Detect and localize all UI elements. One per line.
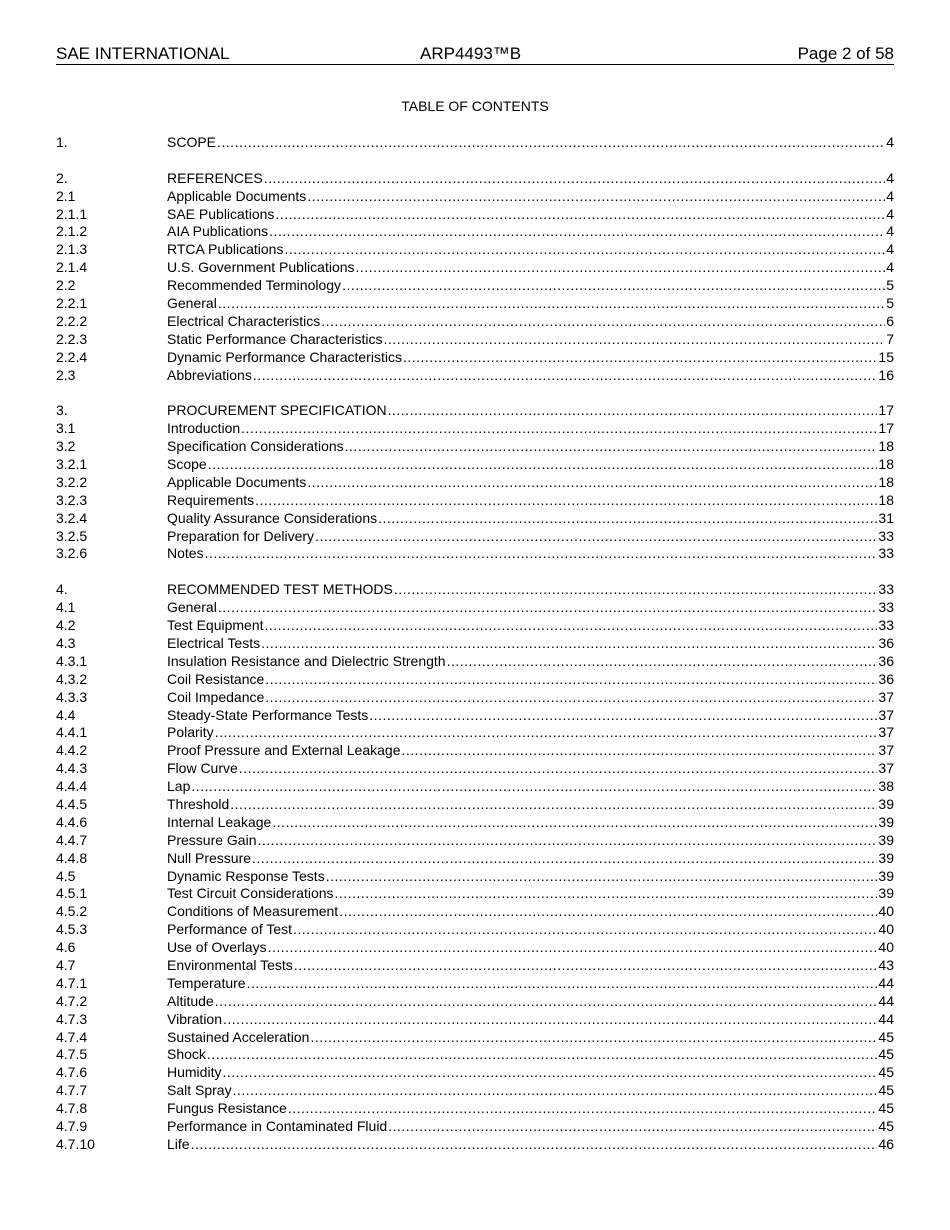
- toc-entry-title[interactable]: Requirements: [167, 491, 255, 508]
- toc-entry-title[interactable]: Coil Impedance: [167, 688, 265, 705]
- toc-entry-number: 3.2.1: [56, 456, 88, 473]
- page-header: [56, 44, 894, 65]
- toc-entry-number: 4.7.9: [56, 1117, 88, 1134]
- toc-entry-page: 40: [878, 921, 894, 938]
- toc-entry-page: 37: [878, 724, 894, 741]
- toc-dot-leader: [269, 223, 885, 241]
- toc-entry[interactable]: [56, 921, 894, 939]
- toc-entry-number: 2.1: [56, 187, 76, 204]
- toc-entry-page: 39: [878, 885, 894, 902]
- toc-dot-leader: [310, 1029, 877, 1047]
- toc-dot-leader: [326, 868, 878, 886]
- toc-entry-title[interactable]: Sustained Acceleration: [167, 1028, 310, 1045]
- toc-entry[interactable]: [56, 671, 894, 689]
- toc-entry[interactable]: [56, 206, 894, 224]
- toc-entry-number: 4.5.1: [56, 885, 88, 902]
- toc-dot-leader: [241, 420, 877, 438]
- toc-entry[interactable]: [56, 1046, 894, 1064]
- toc-entry-number: 3.2.3: [56, 491, 88, 508]
- toc-entry-number: 4.3: [56, 634, 76, 651]
- toc-entry-number: 4.4.2: [56, 742, 88, 759]
- toc-entry-page: 37: [878, 742, 894, 759]
- toc-dot-leader: [222, 1064, 877, 1082]
- toc-dot-leader: [315, 528, 877, 546]
- toc-entry[interactable]: [56, 134, 894, 152]
- toc-dot-leader: [191, 778, 877, 796]
- toc-entry-title[interactable]: Insulation Resistance and Dielectric Strength: [167, 652, 446, 669]
- toc-entry-page: 45: [878, 1064, 894, 1081]
- toc-entry-page: 44: [878, 992, 894, 1009]
- toc-entry-page: 4: [886, 187, 894, 204]
- toc-entry-title[interactable]: Use of Overlays: [167, 939, 267, 956]
- toc-entry-number: 4.4: [56, 706, 76, 723]
- toc-entry-page: 6: [886, 312, 894, 329]
- toc-entry-page: 5: [886, 295, 894, 312]
- toc-entry-number: 4.7.2: [56, 992, 88, 1009]
- toc-entry[interactable]: [56, 939, 894, 957]
- toc-entry-title[interactable]: Humidity: [167, 1064, 222, 1081]
- toc-entry-title[interactable]: Lap: [167, 778, 191, 795]
- toc-entry-title[interactable]: RTCA Publications: [167, 241, 284, 258]
- toc-entry[interactable]: [56, 1064, 894, 1082]
- toc-entry[interactable]: [56, 1136, 894, 1154]
- toc-entry[interactable]: [56, 617, 894, 635]
- toc-dot-leader: [205, 545, 878, 563]
- toc-entry-page: 39: [878, 795, 894, 812]
- toc-entry-title[interactable]: Introduction: [167, 420, 241, 437]
- toc-entry[interactable]: [56, 957, 894, 975]
- toc-entry-page: 36: [878, 670, 894, 687]
- toc-entry-page: 45: [878, 1046, 894, 1063]
- toc-entry-title[interactable]: Coil Resistance: [167, 670, 265, 687]
- toc-entry[interactable]: [56, 814, 894, 832]
- toc-dot-leader: [265, 617, 878, 635]
- header-page-number: Page 2 of 58: [797, 44, 894, 63]
- toc-entry-number: 4.7.10: [56, 1135, 95, 1152]
- toc-entry-number: 4.7: [56, 956, 76, 973]
- toc-entry[interactable]: [56, 438, 894, 456]
- toc-entry-number: 2.2.1: [56, 295, 88, 312]
- toc-entry[interactable]: [56, 241, 894, 259]
- toc-dot-leader: [342, 277, 885, 295]
- toc-entry-number: 4.7.8: [56, 1100, 88, 1117]
- toc-dot-leader: [288, 1100, 878, 1118]
- toc-dot-leader: [321, 313, 885, 331]
- toc-entry-page: 40: [878, 903, 894, 920]
- toc-dot-leader: [378, 510, 877, 528]
- toc-dot-leader: [268, 939, 878, 957]
- toc-dot-leader: [294, 957, 878, 975]
- toc-entry-page: 33: [878, 599, 894, 616]
- toc-entry-title[interactable]: General: [167, 295, 217, 312]
- toc-dot-leader: [335, 885, 878, 903]
- toc-entry-number: 4.1: [56, 599, 76, 616]
- toc-entry-number: 4.3.2: [56, 670, 88, 687]
- toc-entry-page: 17: [878, 402, 894, 419]
- header-organization: SAE INTERNATIONAL: [56, 44, 230, 63]
- toc-entry-title[interactable]: Null Pressure: [167, 849, 252, 866]
- toc-dot-leader: [218, 599, 878, 617]
- toc-entry-number: 2.3: [56, 366, 76, 383]
- toc-entry[interactable]: [56, 599, 894, 617]
- toc-entry-title[interactable]: Salt Spray: [167, 1082, 232, 1099]
- toc-entry-title[interactable]: U.S. Government Publications: [167, 259, 355, 276]
- toc-entry[interactable]: [56, 1118, 894, 1136]
- toc-entry-page: 33: [878, 527, 894, 544]
- toc-entry-title[interactable]: Static Performance Characteristics: [167, 330, 383, 347]
- toc-dot-leader: [388, 402, 878, 420]
- toc-dot-leader: [401, 742, 877, 760]
- toc-entry-number: 4.4.3: [56, 760, 88, 777]
- toc-entry[interactable]: [56, 1029, 894, 1047]
- toc-entry-page: 38: [878, 778, 894, 795]
- toc-dot-leader: [265, 671, 877, 689]
- toc-entry-number: 4.6: [56, 939, 76, 956]
- toc-entry-number: 2.2.4: [56, 348, 88, 365]
- toc-entry-title[interactable]: Proof Pressure and External Leakage: [167, 742, 401, 759]
- toc-entry-number: 2.2: [56, 277, 76, 294]
- toc-dot-leader: [307, 188, 885, 206]
- toc-entry-number: 4.7.3: [56, 1010, 88, 1027]
- toc-entry-page: 44: [878, 974, 894, 991]
- toc-entry-number: 1.: [56, 134, 68, 150]
- toc-entry-title[interactable]: Electrical Characteristics: [167, 312, 321, 329]
- toc-entry[interactable]: [56, 259, 894, 277]
- toc-entry-page: 4: [886, 223, 894, 240]
- toc-entry-number: 4.5: [56, 867, 76, 884]
- toc-title: TABLE OF CONTENTS: [401, 98, 549, 114]
- toc-entry-page: 39: [878, 867, 894, 884]
- toc-entry[interactable]: [56, 188, 894, 206]
- toc-entry-number: 4.5.3: [56, 921, 88, 938]
- toc-entry-number: 3.2.2: [56, 473, 88, 490]
- toc-entry[interactable]: [56, 850, 894, 868]
- toc-dot-leader: [356, 259, 886, 277]
- toc-dot-leader: [388, 1118, 877, 1136]
- toc-entry-page: 33: [878, 545, 894, 562]
- toc-entry[interactable]: [56, 420, 894, 438]
- toc-entry[interactable]: [56, 653, 894, 671]
- toc-entry[interactable]: [56, 778, 894, 796]
- toc-entry[interactable]: [56, 868, 894, 886]
- toc-entry[interactable]: [56, 1100, 894, 1118]
- toc-dot-leader: [218, 295, 885, 313]
- toc-dot-leader: [293, 921, 877, 939]
- toc-entry-number: 4.7.5: [56, 1046, 88, 1063]
- toc-entry-page: 36: [878, 652, 894, 669]
- toc-entry-title[interactable]: RECOMMENDED TEST METHODS: [167, 581, 393, 598]
- toc-dot-leader: [447, 653, 878, 671]
- toc-dot-leader: [247, 975, 878, 993]
- toc-dot-leader: [252, 850, 877, 868]
- toc-dot-leader: [403, 349, 877, 367]
- toc-entry[interactable]: [56, 492, 894, 510]
- toc-entry-number: 3.2: [56, 438, 76, 455]
- toc-entry-page: 40: [878, 939, 894, 956]
- toc-dot-leader: [239, 760, 878, 778]
- toc-entry-title[interactable]: Abbreviations: [167, 366, 252, 383]
- toc-entry[interactable]: [56, 402, 894, 420]
- toc-dot-leader: [191, 1136, 878, 1154]
- toc-entry-number: 4.4.8: [56, 849, 88, 866]
- toc-entry-page: 4: [886, 205, 894, 222]
- toc-entry-number: 2.2.2: [56, 312, 88, 329]
- toc-dot-leader: [307, 474, 877, 492]
- toc-entry-number: 4.7.7: [56, 1082, 88, 1099]
- toc-entry-page: 39: [878, 813, 894, 830]
- toc-entry[interactable]: [56, 975, 894, 993]
- toc-entry[interactable]: [56, 581, 894, 599]
- toc-entry-number: 4.: [56, 581, 68, 598]
- toc-entry-number: 3.2.4: [56, 509, 88, 526]
- toc-entry-page: 44: [878, 1010, 894, 1027]
- toc-dot-leader: [255, 492, 877, 510]
- toc-entry-number: 3.: [56, 402, 68, 419]
- toc-entry-title[interactable]: Steady-State Performance Tests: [167, 706, 369, 723]
- toc-entry-title[interactable]: Quality Assurance Considerations: [167, 509, 378, 526]
- toc-entry[interactable]: [56, 295, 894, 313]
- table-of-contents: [56, 134, 894, 1154]
- toc-entry-title[interactable]: Shock: [167, 1046, 206, 1063]
- toc-entry-title[interactable]: Performance in Contaminated Fluid: [167, 1117, 388, 1134]
- toc-entry-page: 4: [886, 241, 894, 258]
- toc-dot-leader: [217, 134, 885, 152]
- toc-entry-page: 5: [886, 277, 894, 294]
- toc-dot-leader: [223, 1011, 877, 1029]
- toc-entry-title[interactable]: Electrical Tests: [167, 634, 261, 651]
- toc-entry-title[interactable]: Flow Curve: [167, 760, 238, 777]
- toc-entry-title[interactable]: Specification Considerations: [167, 438, 344, 455]
- toc-entry-page: 15: [878, 348, 894, 365]
- toc-entry-title[interactable]: SAE Publications: [167, 205, 275, 222]
- toc-entry-title[interactable]: Vibration: [167, 1010, 223, 1027]
- toc-entry-title[interactable]: Dynamic Response Tests: [167, 867, 325, 884]
- toc-entry-title[interactable]: Scope: [167, 456, 207, 473]
- header-document-number: ARP4493™B: [420, 44, 522, 63]
- toc-entry[interactable]: [56, 832, 894, 850]
- toc-entry-title[interactable]: Test Circuit Considerations: [167, 885, 334, 902]
- toc-entry-title[interactable]: General: [167, 599, 217, 616]
- toc-entry[interactable]: [56, 474, 894, 492]
- toc-entry-number: 2.1.1: [56, 205, 88, 222]
- toc-entry-page: 4: [886, 134, 894, 150]
- toc-dot-leader: [215, 724, 878, 742]
- toc-entry[interactable]: [56, 707, 894, 725]
- toc-entry-page: 4: [886, 259, 894, 276]
- toc-entry[interactable]: [56, 367, 894, 385]
- toc-entry-page: 37: [878, 760, 894, 777]
- toc-entry-number: 4.7.6: [56, 1064, 88, 1081]
- toc-entry-title[interactable]: Applicable Documents: [167, 187, 307, 204]
- toc-entry-number: 4.4.5: [56, 795, 88, 812]
- toc-dot-leader: [284, 241, 885, 259]
- toc-entry[interactable]: [56, 993, 894, 1011]
- toc-entry-title[interactable]: AIA Publications: [167, 223, 269, 240]
- toc-entry-title[interactable]: Notes: [167, 545, 204, 562]
- toc-entry-page: 45: [878, 1117, 894, 1134]
- toc-dot-leader: [272, 814, 877, 832]
- toc-entry-number: 4.4.6: [56, 813, 88, 830]
- toc-dot-leader: [345, 438, 878, 456]
- toc-entry-title[interactable]: Polarity: [167, 724, 214, 741]
- toc-entry[interactable]: [56, 277, 894, 295]
- toc-entry-title[interactable]: Environmental Tests: [167, 956, 293, 973]
- toc-entry-number: 4.3.3: [56, 688, 88, 705]
- toc-entry-number: 4.4.1: [56, 724, 88, 741]
- toc-dot-leader: [261, 635, 877, 653]
- toc-entry-page: 16: [878, 366, 894, 383]
- toc-dot-leader: [257, 832, 877, 850]
- toc-entry-page: 4: [886, 169, 894, 186]
- toc-entry-title[interactable]: Applicable Documents: [167, 473, 307, 490]
- toc-dot-leader: [208, 456, 878, 474]
- toc-entry[interactable]: [56, 1011, 894, 1029]
- toc-entry[interactable]: [56, 528, 894, 546]
- toc-entry-page: 33: [878, 581, 894, 598]
- toc-dot-leader: [265, 689, 877, 707]
- toc-dot-leader: [275, 206, 885, 224]
- toc-entry-title[interactable]: Test Equipment: [167, 617, 264, 634]
- toc-entry-page: 45: [878, 1082, 894, 1099]
- toc-entry[interactable]: [56, 796, 894, 814]
- toc-dot-leader: [215, 993, 878, 1011]
- toc-entry[interactable]: [56, 456, 894, 474]
- toc-entry-page: 18: [878, 473, 894, 490]
- toc-entry-number: 2.1.2: [56, 223, 88, 240]
- toc-dot-leader: [253, 367, 878, 385]
- toc-entry-title[interactable]: Dynamic Performance Characteristics: [167, 348, 402, 365]
- toc-entry[interactable]: [56, 331, 894, 349]
- toc-entry[interactable]: [56, 724, 894, 742]
- toc-entry-page: 33: [878, 617, 894, 634]
- toc-entry-title[interactable]: REFERENCES: [167, 169, 263, 186]
- toc-entry-title[interactable]: Internal Leakage: [167, 813, 272, 830]
- toc-entry[interactable]: [56, 903, 894, 921]
- toc-entry-page: 17: [878, 420, 894, 437]
- toc-entry-number: 2.: [56, 169, 68, 186]
- toc-dot-leader: [264, 170, 886, 188]
- toc-entry-page: 31: [878, 509, 894, 526]
- toc-entry-title[interactable]: PROCUREMENT SPECIFICATION: [167, 402, 387, 419]
- toc-entry-title[interactable]: Life: [167, 1135, 190, 1152]
- toc-entry-page: 45: [878, 1028, 894, 1045]
- toc-entry-page: 39: [878, 831, 894, 848]
- toc-entry-title[interactable]: Fungus Resistance: [167, 1100, 287, 1117]
- toc-entry-title[interactable]: Pressure Gain: [167, 831, 257, 848]
- toc-entry[interactable]: [56, 349, 894, 367]
- toc-dot-leader: [207, 1046, 878, 1064]
- toc-entry-number: 2.1.4: [56, 259, 88, 276]
- toc-dot-leader: [339, 903, 877, 921]
- toc-entry-number: 2.1.3: [56, 241, 88, 258]
- toc-entry-page: 45: [878, 1100, 894, 1117]
- toc-entry-page: 18: [878, 491, 894, 508]
- toc-entry-number: 4.4.4: [56, 778, 88, 795]
- toc-entry[interactable]: [56, 313, 894, 331]
- toc-entry-title[interactable]: Temperature: [167, 974, 246, 991]
- toc-entry-page: 18: [878, 456, 894, 473]
- toc-entry[interactable]: [56, 170, 894, 188]
- toc-dot-leader: [384, 331, 886, 349]
- toc-entry-page: 46: [878, 1135, 894, 1152]
- toc-entry-number: 4.2: [56, 617, 76, 634]
- toc-entry-page: 18: [878, 438, 894, 455]
- toc-entry[interactable]: [56, 510, 894, 528]
- toc-entry-title[interactable]: Recommended Terminology: [167, 277, 342, 294]
- toc-entry-number: 4.7.4: [56, 1028, 88, 1045]
- toc-entry-number: 3.2.6: [56, 545, 88, 562]
- toc-entry[interactable]: [56, 223, 894, 241]
- toc-entry[interactable]: [56, 1082, 894, 1100]
- toc-entry-number: 4.4.7: [56, 831, 88, 848]
- toc-entry-page: 7: [886, 330, 894, 347]
- toc-entry-page: 36: [878, 634, 894, 651]
- toc-dot-leader: [394, 581, 878, 599]
- toc-entry-number: 2.2.3: [56, 330, 88, 347]
- toc-entry-page: 37: [878, 688, 894, 705]
- toc-entry-number: 3.2.5: [56, 527, 88, 544]
- toc-entry-number: 4.3.1: [56, 652, 88, 669]
- toc-entry-number: 3.1: [56, 420, 76, 437]
- toc-entry-page: 43: [878, 956, 894, 973]
- toc-entry-title[interactable]: Threshold: [167, 795, 230, 812]
- toc-entry-title[interactable]: Performance of Test: [167, 921, 293, 938]
- toc-dot-leader: [233, 1082, 878, 1100]
- toc-entry[interactable]: [56, 742, 894, 760]
- toc-entry[interactable]: [56, 545, 894, 563]
- toc-entry[interactable]: [56, 689, 894, 707]
- toc-entry-page: 37: [878, 706, 894, 723]
- toc-entry-title[interactable]: SCOPE: [167, 134, 217, 150]
- toc-dot-leader: [369, 707, 877, 725]
- toc-entry-page: 39: [878, 849, 894, 866]
- toc-entry-title[interactable]: Conditions of Measurement: [167, 903, 339, 920]
- toc-entry-number: 4.7.1: [56, 974, 88, 991]
- toc-entry[interactable]: [56, 760, 894, 778]
- toc-entry-title[interactable]: Altitude: [167, 992, 214, 1009]
- toc-entry[interactable]: [56, 885, 894, 903]
- toc-entry[interactable]: [56, 635, 894, 653]
- toc-entry-title[interactable]: Preparation for Delivery: [167, 527, 315, 544]
- toc-dot-leader: [230, 796, 877, 814]
- toc-entry-number: 4.5.2: [56, 903, 88, 920]
